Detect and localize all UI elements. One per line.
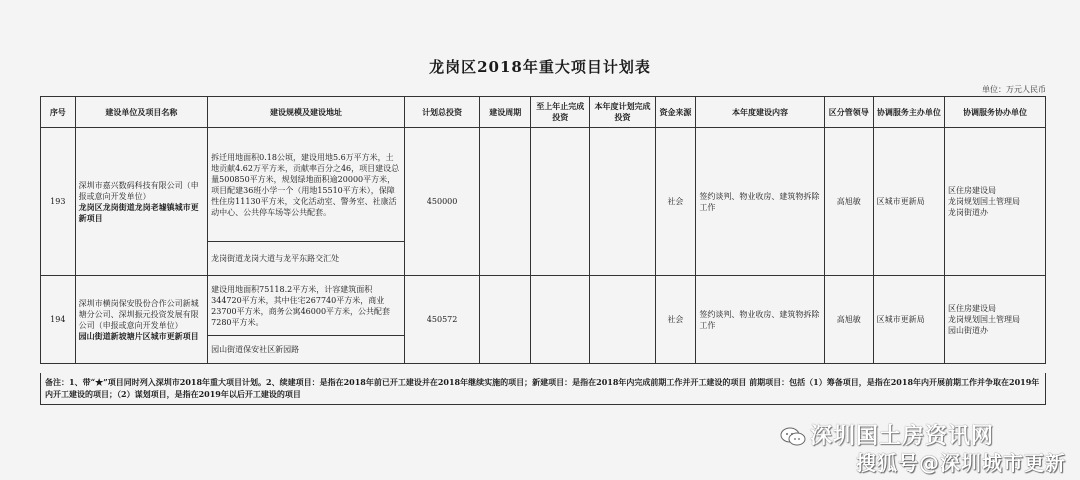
row-company: 深圳市嘉兴数码科技有限公司（申报或意向开发单位）	[78, 180, 199, 201]
header-scale: 建设规模及建设地址	[208, 97, 405, 128]
unit-label: 单位：万元人民币	[982, 85, 1046, 94]
row-source: 社会	[655, 128, 696, 276]
row-unit-cell	[75, 276, 208, 364]
header-unit-name: 建设单位及项目名称	[75, 97, 208, 128]
header-leader: 区分管领导	[824, 97, 873, 128]
row-content: 签约谈判、物业收房、建筑物拆除工作	[696, 128, 824, 276]
row-leader: 高旭敏	[824, 128, 873, 276]
watermark-sohu: 搜狐号@深圳城市更新	[856, 451, 1066, 475]
row-project-name: 园山街道新坡塘片区城市更新项目	[78, 330, 199, 341]
row-plan	[590, 128, 655, 276]
header-assist: 协调服务协办单位	[945, 97, 1046, 128]
row-period	[480, 128, 531, 276]
row-cum	[531, 128, 590, 276]
row-assist: 区住房建设局 龙岗规划国土管理局 园山街道办	[945, 276, 1046, 364]
row-cum	[531, 276, 590, 364]
row-total: 450000	[404, 128, 479, 276]
row-main: 区城市更新局	[873, 128, 944, 276]
table-row	[41, 128, 1046, 242]
header-cum: 至上年止完成投资	[531, 97, 590, 128]
row-main: 区城市更新局	[873, 276, 944, 364]
row-unit-cell	[75, 128, 208, 276]
header-content: 本年度建设内容	[696, 97, 824, 128]
row-scale: 建设用地面积75118.2平方米，计容建筑面积344720平方米，其中住宅267740平方米，商业23700平方米，商务公寓46000平方米，公共配套7280平方米。	[208, 276, 405, 336]
row-address: 龙岗街道龙岗大道与龙平东路交汇处	[208, 242, 405, 276]
page-title: 龙岗区2018年重大项目计划表	[429, 58, 651, 76]
row-seq: 194	[41, 276, 76, 364]
table-note: 备注：1、带“★”项目同时列入深圳市2018年重大项目计划。2、续建项目：是指在2018年前已开工建设并在2018年继续实施的项目；新建项目：是指在2018年内完成前期工作并开工建设的项目 前期项目：包括（1）筹备项目，是指在2018年内开展前期工作并争取在2019年内开工建设的项目；（2）谋划项目，是指在2019年以后开工建设的项目	[40, 373, 1046, 405]
wechat-icon	[780, 426, 806, 448]
watermark-site-text: 深圳国土房资讯网	[810, 424, 995, 449]
header-total: 计划总投资	[404, 97, 479, 128]
header-period: 建设周期	[480, 97, 531, 128]
row-period	[480, 276, 531, 364]
header-plan: 本年度计划完成投资	[590, 97, 655, 128]
row-content: 签约谈判、物业收房、建筑物拆除工作	[696, 276, 824, 364]
header-row	[41, 97, 1046, 128]
project-table	[40, 96, 1046, 364]
row-assist: 区住房建设局 龙岗规划国土管理局 龙岗街道办	[945, 128, 1046, 276]
header-seq: 序号	[41, 97, 76, 128]
row-seq: 193	[41, 128, 76, 276]
row-plan	[590, 276, 655, 364]
row-total: 450572	[404, 276, 479, 364]
row-project-name: 龙岗区龙岗街道龙岗老墟镇城市更新项目	[78, 201, 199, 223]
row-address: 园山街道保安社区新园路	[208, 336, 405, 364]
row-company: 深圳市横岗保安股份合作公司新城塘分公司、深圳振元投资发展有限公司（申报或意向开发单位）	[78, 298, 199, 330]
row-source: 社会	[655, 276, 696, 364]
row-scale: 拆迁用地面积0.18公顷，建设用地5.6万平方米，土地贡献4.62万平方米，贡献率百分之46，项目建设总量500850平方米，规划绿地面积逾20000平方米，项目配建36班小学一个（用地15510平方米），保障性住房11130平方米，文化活动室、警务室、社康活动中心、公共停车场等公共配套。	[208, 128, 405, 242]
row-leader: 高旭敏	[824, 276, 873, 364]
header-main: 协调服务主办单位	[873, 97, 944, 128]
watermark-site	[780, 419, 994, 450]
header-source: 资金来源	[655, 97, 696, 128]
table-row	[41, 276, 1046, 336]
